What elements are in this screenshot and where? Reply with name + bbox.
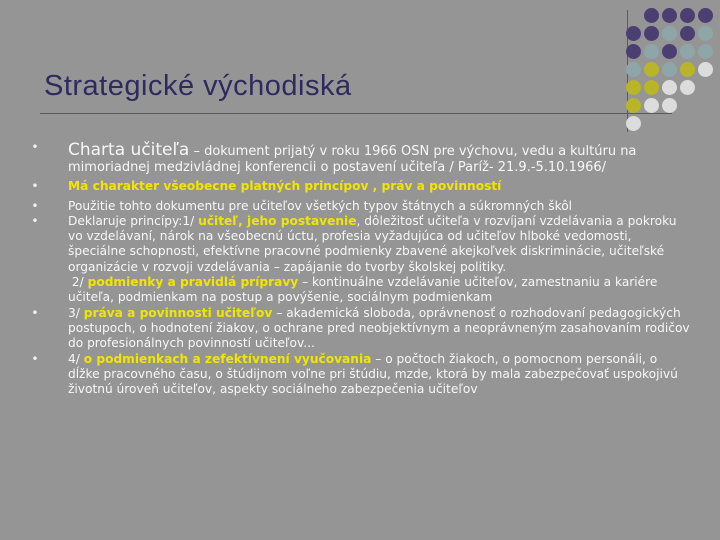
decor-dot xyxy=(626,116,641,131)
list-item xyxy=(30,352,690,398)
title-underline xyxy=(40,113,672,114)
bullet-text: 3/ xyxy=(68,305,84,320)
bullet-dot: • xyxy=(31,198,39,213)
bullet-list xyxy=(30,140,690,397)
decor-dot xyxy=(662,44,677,59)
decor-dot xyxy=(698,26,713,41)
bullet-text: – dokument prijatý v roku 1966 OSN pre výchovu, vedu a kultúru na mimoriadnej medzivládnej konferencii o postavení učiteľa / Paríž- 21.9.-5.10.1966/ xyxy=(68,144,637,175)
decor-dot xyxy=(698,44,713,59)
bullet-text: 4/ xyxy=(68,351,84,366)
decor-dot xyxy=(644,44,659,59)
decor-dot xyxy=(662,26,677,41)
decor-dot xyxy=(662,8,677,23)
list-item xyxy=(30,306,690,352)
decor-dot xyxy=(662,98,677,113)
list-item xyxy=(30,179,690,194)
bullet-dot: • xyxy=(31,305,39,320)
decor-dot xyxy=(680,26,695,41)
decor-dot xyxy=(626,26,641,41)
decor-dot xyxy=(680,62,695,77)
decor-dot xyxy=(626,62,641,77)
bullet-highlight: práva a povinnosti učiteľov xyxy=(83,305,273,320)
list-item xyxy=(30,214,690,306)
bullet-dot: • xyxy=(31,140,39,154)
decor-dot xyxy=(662,62,677,77)
bullet-text: Deklaruje princípy:1/ xyxy=(68,213,199,228)
bullet-dot: • xyxy=(31,213,39,228)
decor-dot xyxy=(644,8,659,23)
decor-dot xyxy=(644,80,659,95)
bullet-text: – o počtoch žiakoch, o pomocnom personáli, o dĺžke pracovného času, o štúdijnom voľne pri štúdiu, mzde, ktorá by mala zabezpečovať uspokojivú životnú úroveň učiteľov, aspekty sociálneho zabezpečenia učiteľov xyxy=(68,351,678,397)
list-item xyxy=(30,199,690,214)
slide-title: Strategické východiská xyxy=(44,70,352,102)
decor-dot xyxy=(698,8,713,23)
bullet-text: 2/ xyxy=(71,275,88,290)
bullet-text: Použitie tohto dokumentu pre učiteľov všetkých typov štátnych a súkromných škôl xyxy=(68,198,573,213)
bullet-highlight: Má charakter všeobecne platných princípov , práv a povinností xyxy=(68,179,502,194)
bullet-heading: Charta učiteľa xyxy=(68,140,190,160)
decor-dot xyxy=(662,80,677,95)
decor-dot xyxy=(698,62,713,77)
bullet-highlight: o podmienkach a zefektívnení vyučovania xyxy=(83,351,372,366)
decor-dot xyxy=(644,26,659,41)
decor-dot xyxy=(626,44,641,59)
decor-dot xyxy=(626,98,641,113)
decor-dot xyxy=(680,8,695,23)
bullet-text: – akademická sloboda, oprávnenosť o rozhodovaní pedagogických postupoch, o hodnotení žiakov, o ochrane pred neobjektívnym a neoprávneným zasahovaním rodičov do profesionálnych povinností učiteľov... xyxy=(68,305,690,351)
decor-dot xyxy=(680,80,695,95)
decor-dot xyxy=(626,80,641,95)
bullet-highlight: učiteľ, jeho postavenie xyxy=(198,213,357,228)
bullet-text: – kontinuálne vzdelávanie učiteľov, zamestnaniu a kariére učiteľa, podmienkam na postup a povýšenie, sociálnym podmienkam xyxy=(68,275,658,305)
bullet-text: , dôležitosť učiteľa v rozvíjaní vzdelávania a pokroku vo vzdelávaní, nárok na všeobecnú úctu, profesia vyžadujúca od učiteľov hlboké vedomosti, špeciálne schopnosti, efektívne pracovné podmienky zbavené akejkoľvek diskriminácie, učiteľské organizácie v rozvoji vzdelávania – zapájanie do tvorby školskej politiky. xyxy=(68,213,677,274)
bullet-highlight: podmienky a pravidlá prípravy xyxy=(87,275,299,290)
decor-dot xyxy=(680,44,695,59)
decor-dot xyxy=(644,98,659,113)
list-item xyxy=(30,140,690,175)
decor-dot xyxy=(644,62,659,77)
bullet-dot: • xyxy=(31,179,39,194)
bullet-dot: • xyxy=(31,351,39,366)
